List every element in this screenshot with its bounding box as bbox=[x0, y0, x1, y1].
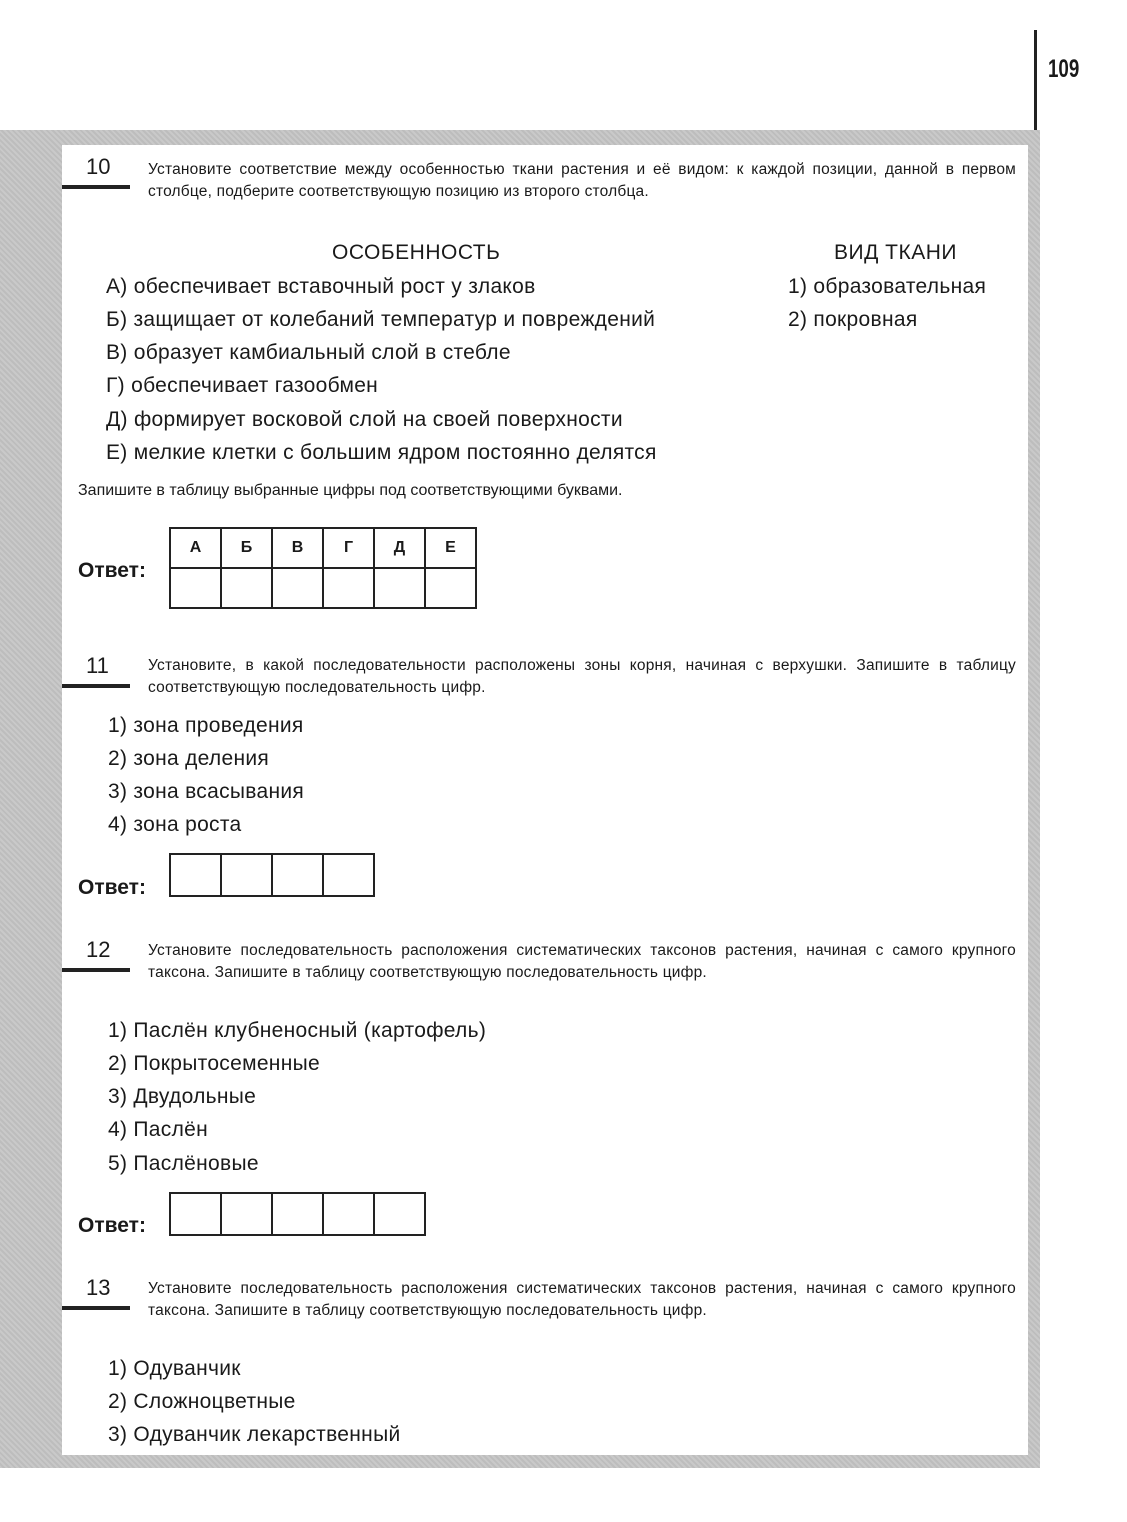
question-13-bar bbox=[62, 1306, 130, 1310]
table-header-row bbox=[170, 528, 476, 568]
list-item: 4) зона роста bbox=[108, 813, 242, 836]
table-header-cell: Г bbox=[323, 528, 374, 568]
answer-cell[interactable] bbox=[272, 568, 323, 608]
answer-cell[interactable] bbox=[221, 854, 272, 896]
answer-cell[interactable] bbox=[272, 854, 323, 896]
answer-cell[interactable] bbox=[170, 854, 221, 896]
answer-cell[interactable] bbox=[221, 568, 272, 608]
feature-item: В) образует камбиальный слой в стебле bbox=[106, 341, 511, 364]
answer-cell[interactable] bbox=[170, 568, 221, 608]
answer-table-q12 bbox=[169, 1192, 426, 1236]
table-header-cell: Д bbox=[374, 528, 425, 568]
list-item: 1) Одуванчик bbox=[108, 1357, 241, 1380]
table-header-cell: А bbox=[170, 528, 221, 568]
answer-cell[interactable] bbox=[374, 1193, 425, 1235]
list-item: 2) Сложноцветные bbox=[108, 1390, 296, 1413]
question-11-text: Установите, в какой последовательности расположены зоны корня, начиная с верхушки. Запишите в таблицу соответствующую последовательность цифр. bbox=[148, 657, 1016, 696]
answer-label: Ответ: bbox=[78, 876, 146, 899]
answer-cell[interactable] bbox=[272, 1193, 323, 1235]
table-answer-row bbox=[170, 854, 374, 896]
question-12-bar bbox=[62, 968, 130, 972]
list-item: 1) Паслён клубненосный (картофель) bbox=[108, 1019, 487, 1042]
feature-item: Д) формирует восковой слой на своей поверхности bbox=[106, 408, 623, 431]
question-10-number: 10 bbox=[86, 154, 111, 179]
answer-cell[interactable] bbox=[323, 568, 374, 608]
question-12-number: 12 bbox=[86, 937, 111, 962]
answer-cell[interactable] bbox=[323, 1193, 374, 1235]
answer-cell[interactable] bbox=[221, 1193, 272, 1235]
table-header-cell: Е bbox=[425, 528, 476, 568]
question-13-number: 13 bbox=[86, 1275, 111, 1300]
question-11-number: 11 bbox=[86, 653, 109, 678]
type-item: 1) образовательная bbox=[788, 275, 987, 298]
answer-cell[interactable] bbox=[425, 568, 476, 608]
answer-cell[interactable] bbox=[323, 854, 374, 896]
question-13-text: Установите последовательность расположения систематических таксонов растения, начиная с самого крупного таксона. Запишите в таблицу соответствующую последовательность цифр. bbox=[148, 1280, 1016, 1319]
answer-label: Ответ: bbox=[78, 559, 146, 582]
list-item: 2) зона деления bbox=[108, 747, 270, 770]
table-header-cell: В bbox=[272, 528, 323, 568]
page-number: 109 bbox=[1048, 55, 1080, 83]
page-rule bbox=[1034, 30, 1037, 132]
list-item: 4) Паслён bbox=[108, 1118, 209, 1141]
table-header-cell: Б bbox=[221, 528, 272, 568]
answer-cell[interactable] bbox=[170, 1193, 221, 1235]
feature-item: А) обеспечивает вставочный рост у злаков bbox=[106, 275, 536, 298]
list-item: 1) зона проведения bbox=[108, 714, 304, 737]
feature-item: Е) мелкие клетки с большим ядром постоянно делятся bbox=[106, 441, 657, 464]
list-item: 5) Паслёновые bbox=[108, 1152, 259, 1175]
answer-cell[interactable] bbox=[374, 568, 425, 608]
types-column-header: ВИД ТКАНИ bbox=[834, 241, 957, 264]
list-item: 3) зона всасывания bbox=[108, 780, 305, 803]
table-answer-row bbox=[170, 1193, 425, 1235]
list-item: 3) Двудольные bbox=[108, 1085, 257, 1108]
content-area bbox=[62, 145, 1028, 1455]
feature-item: Г) обеспечивает газообмен bbox=[106, 374, 379, 397]
feature-item: Б) защищает от колебаний температур и повреждений bbox=[106, 308, 656, 331]
table-answer-row bbox=[170, 568, 476, 608]
answer-table-q10 bbox=[169, 527, 477, 609]
type-item: 2) покровная bbox=[788, 308, 918, 331]
question-12-text: Установите последовательность расположения систематических таксонов растения, начиная с самого крупного таксона. Запишите в таблицу соответствующую последовательность цифр. bbox=[148, 942, 1016, 981]
question-10-instruction: Запишите в таблицу выбранные цифры под соответствующими буквами. bbox=[78, 482, 623, 499]
list-item: 2) Покрытосеменные bbox=[108, 1052, 320, 1075]
answer-table-q11 bbox=[169, 853, 375, 897]
list-item: 3) Одуванчик лекарственный bbox=[108, 1423, 401, 1446]
question-11-bar bbox=[62, 684, 130, 688]
answer-label: Ответ: bbox=[78, 1214, 146, 1237]
question-10-text: Установите соответствие между особенностью ткани растения и её видом: к каждой позиции, данной в первом столбце, подберите соответствующую позицию из второго столбца. bbox=[148, 161, 1016, 200]
features-column-header: ОСОБЕННОСТЬ bbox=[332, 241, 501, 264]
question-10-bar bbox=[62, 185, 130, 189]
